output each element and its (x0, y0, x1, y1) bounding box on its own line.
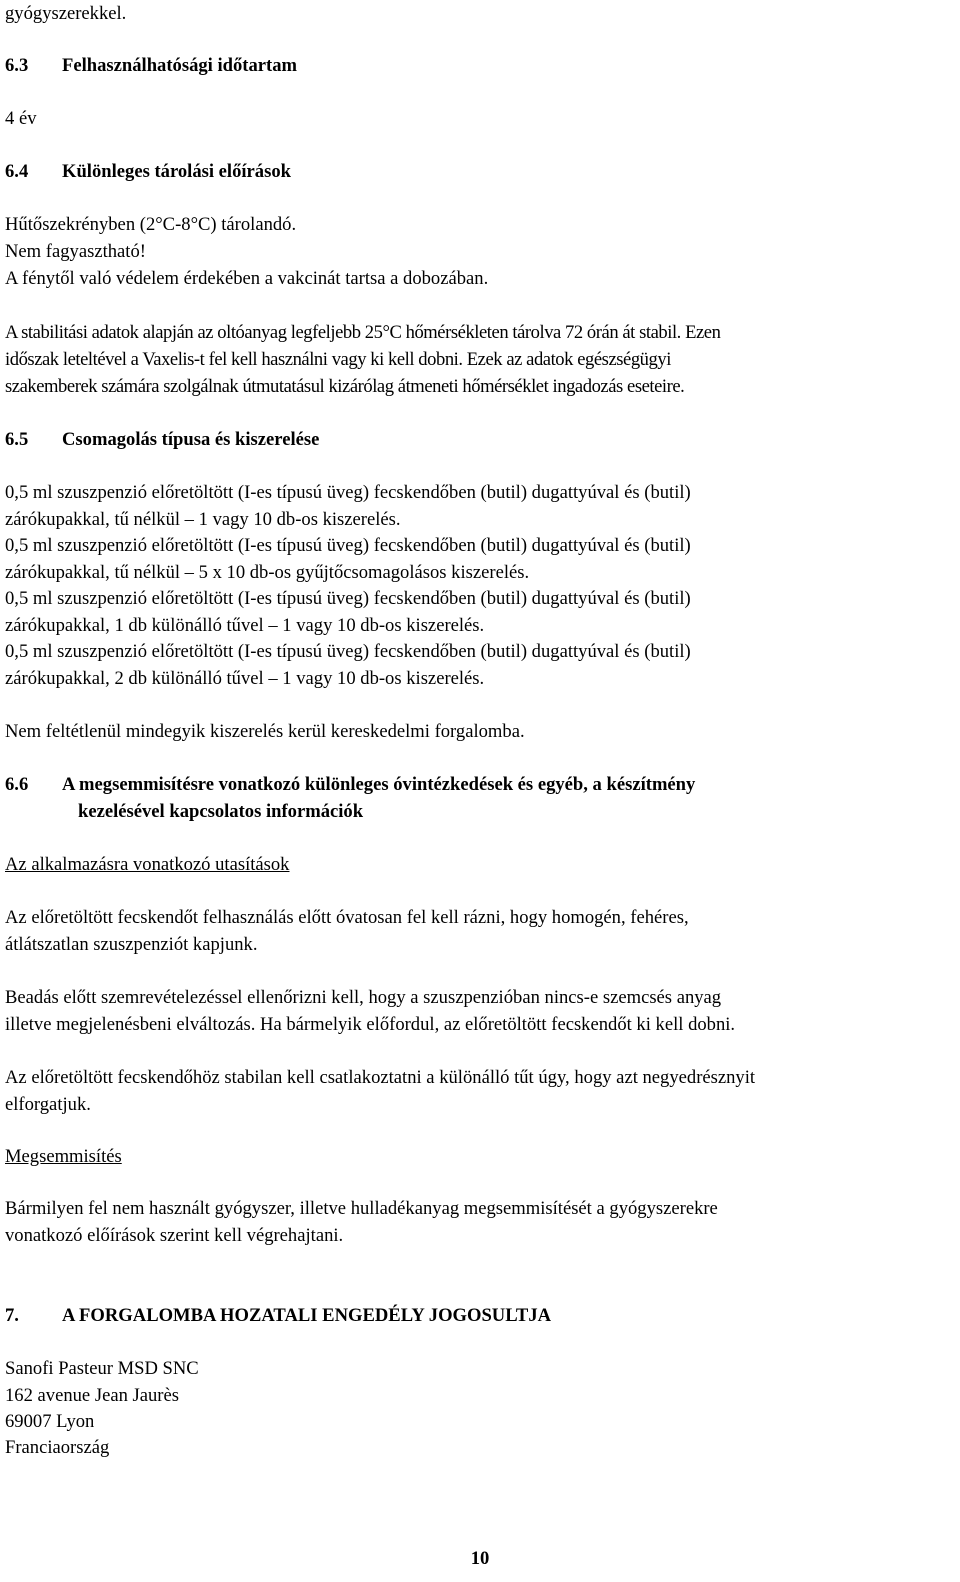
package-line: 0,5 ml szuszpenzió előretöltött (I-es típusú üveg) fecskendőben (butil) dugattyúval és (butil) (5, 588, 691, 609)
package-line: 0,5 ml szuszpenzió előretöltött (I-es típusú üveg) fecskendőben (butil) dugattyúval és (butil) (5, 535, 691, 556)
section-heading-6-3 (5, 52, 297, 79)
subheading-disposal: Megsemmisítés (5, 1146, 122, 1167)
section-title: Felhasználhatósági időtartam (62, 55, 298, 76)
storage-line: A fénytől való védelem érdekében a vakcinát tartsa a dobozában. (5, 268, 489, 289)
subheading-instructions: Az alkalmazásra vonatkozó utasítások (5, 854, 290, 875)
section-title: Csomagolás típusa és kiszerelése (62, 429, 320, 450)
section-title: Különleges tárolási előírások (62, 161, 291, 182)
page-number: 10 (470, 1548, 490, 1569)
package-line: zárókupakkal, tű nélkül – 1 vagy 10 db-os kiszerelés. (5, 509, 401, 530)
continued-text: gyógyszerekkel. (5, 3, 127, 24)
section-heading-6-5 (5, 426, 319, 453)
section-heading-6-6 (5, 771, 695, 798)
package-line: zárókupakkal, 1 db különálló tűvel – 1 vagy 10 db-os kiszerelés. (5, 615, 485, 636)
disposal-line: Bármilyen fel nem használt gyógyszer, illetve hulladékanyag megsemmisítését a gyógyszerekre (5, 1198, 718, 1219)
instruction-line: elforgatjuk. (5, 1094, 91, 1115)
package-line: 0,5 ml szuszpenzió előretöltött (I-es típusú üveg) fecskendőben (butil) dugattyúval és (butil) (5, 482, 691, 503)
instruction-line: Beadás előtt szemrevételezéssel ellenőrizni kell, hogy a szuszpenzióban nincs-e szemcsés anyag (5, 987, 722, 1008)
shelf-life-text: 4 év (5, 108, 37, 129)
section-number: 7. (5, 1305, 19, 1326)
section-number: 6.3 (5, 55, 29, 76)
section-number: 6.4 (5, 161, 29, 182)
address-line: Sanofi Pasteur MSD SNC (5, 1358, 199, 1379)
section-number: 6.5 (5, 429, 29, 450)
instruction-line: Az előretöltött fecskendőt felhasználás előtt óvatosan fel kell rázni, hogy homogén, fehéres, (5, 907, 689, 928)
instruction-line: illetve megjelenésbeni elváltozás. Ha bármelyik előfordul, az előretöltött fecskendőt ki kell dobni. (5, 1014, 736, 1035)
marketing-note: Nem feltétlenül mindegyik kiszerelés kerül kereskedelmi forgalomba. (5, 721, 525, 742)
package-line: zárókupakkal, 2 db különálló tűvel – 1 vagy 10 db-os kiszerelés. (5, 668, 485, 689)
section-number: 6.6 (5, 774, 29, 795)
address-line: Franciaország (5, 1437, 110, 1458)
section-heading-6-4 (5, 158, 291, 185)
stability-paragraph-line: időszak leteltével a Vaxelis-t fel kell használni vagy ki kell dobni. Ezek az adatok egészségügyi (5, 349, 671, 370)
section-heading-7 (5, 1302, 551, 1329)
address-line: 69007 Lyon (5, 1411, 95, 1432)
section-title-continued: kezelésével kapcsolatos információk (78, 801, 364, 822)
disposal-line: vonatkozó előírások szerint kell végrehajtani. (5, 1225, 344, 1246)
stability-paragraph-line: szakemberek számára szolgálnak útmutatásul kizárólag átmeneti hőmérséklet ingadozás eseteire. (5, 376, 685, 397)
address-line: 162 avenue Jean Jaurès (5, 1385, 179, 1406)
instruction-line: Az előretöltött fecskendőhöz stabilan kell csatlakoztatni a különálló tűt úgy, hogy azt negyedrésznyit (5, 1067, 756, 1088)
storage-line: Hűtőszekrényben (2°C-8°C) tárolandó. (5, 214, 297, 235)
section-title: A FORGALOMBA HOZATALI ENGEDÉLY JOGOSULTJA (62, 1305, 552, 1326)
package-line: 0,5 ml szuszpenzió előretöltött (I-es típusú üveg) fecskendőben (butil) dugattyúval és (butil) (5, 641, 691, 662)
section-title: A megsemmisítésre vonatkozó különleges óvintézkedések és egyéb, a készítmény (62, 774, 696, 795)
package-line: zárókupakkal, tű nélkül – 5 x 10 db-os gyűjtőcsomagolásos kiszerelés. (5, 562, 530, 583)
instruction-line: átlátszatlan szuszpenziót kapjunk. (5, 934, 258, 955)
storage-line: Nem fagyasztható! (5, 241, 146, 262)
stability-paragraph-line: A stabilitási adatok alapján az oltóanyag legfeljebb 25°C hőmérsékleten tárolva 72 órán át stabil. Ezen (5, 322, 721, 343)
